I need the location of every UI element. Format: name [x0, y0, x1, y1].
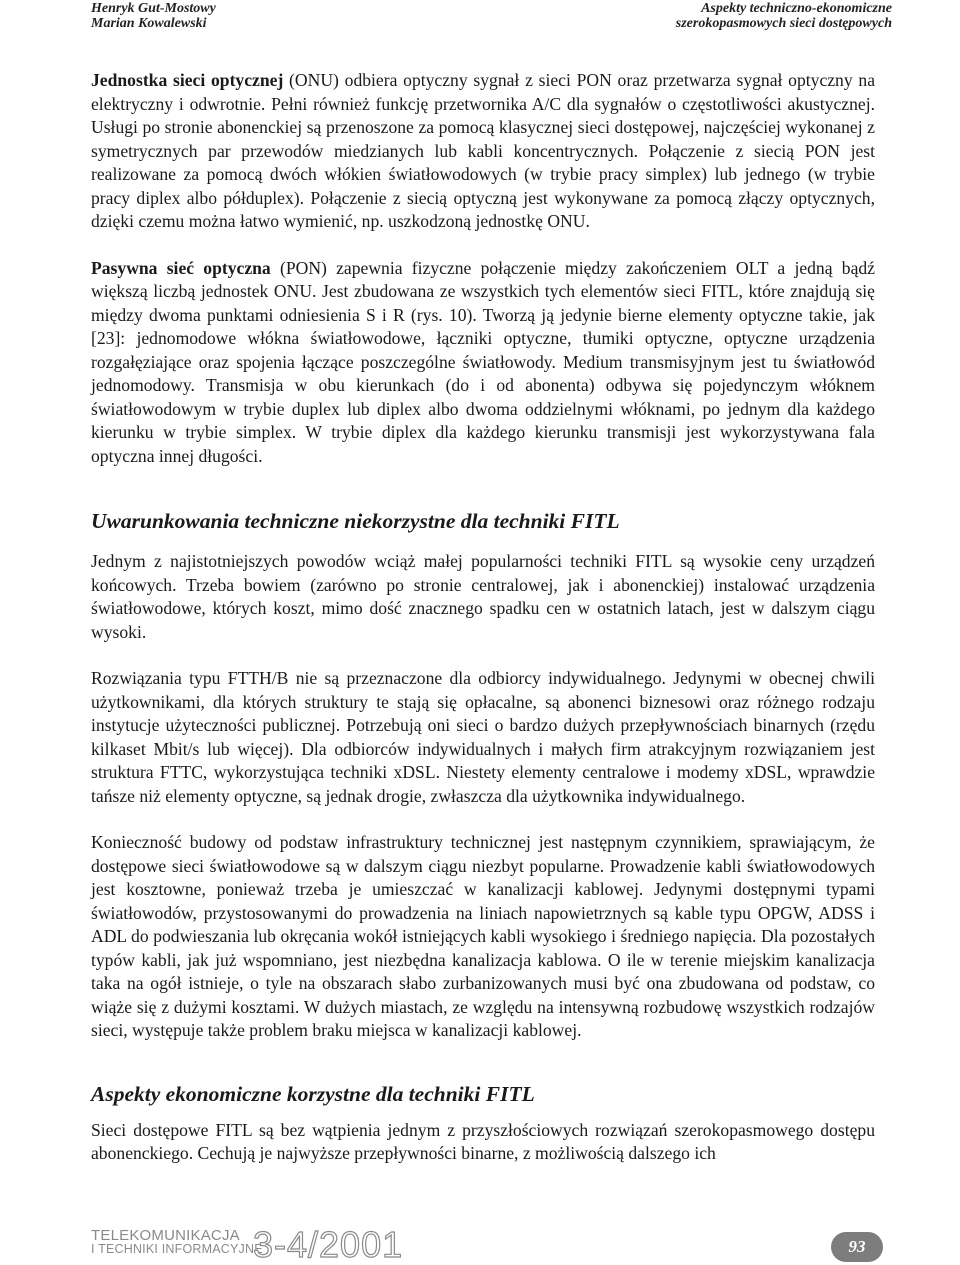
- header-title-line: Aspekty techniczno-ekonomiczne: [701, 1, 892, 16]
- journal-name-line2: I TECHNIKI INFORMACYJNE: [91, 1242, 263, 1256]
- term-pon: Pasywna sieć optyczna: [91, 257, 271, 278]
- paragraph-text: (ONU) odbiera optyczny sygnał z sieci PON oraz przetwarza sygnał optyczny na elektryczny i odwrotnie. Pełni również funkcję przetwornika A/C dla sygnałów o częstotliwości akustycznej. Usługi po stronie abonenckiej są przenoszone za pomocą klasycznej sieci dostępowej, najczęściej wykonanej z symetrycznych par przewodów miedzianych lub kabli koncentrycznych. Połączenie z siecią PON jest realizowane za pomocą dwóch włókien światłowodowych (w trybie pracy simplex) lub jednego (w trybie pracy diplex albo półduplex). Połączenie z siecią optyczną jest wykonywane za pomocą złączy optycznych, dzięki czemu można łatwo wymienić, np. uszkodzoną jednostkę ONU.: [91, 70, 876, 231]
- running-header-authors: [91, 1, 216, 31]
- journal-name-line1: TELEKOMUNIKACJA: [91, 1227, 240, 1244]
- paragraph-pon: [91, 257, 875, 469]
- paragraph-fitl-access: Sieci dostępowe FITL są bez wątpienia jednym z przyszłościowych rozwiązań szerokopasmowego dostępu abonenckiego. Cechują je najwyższe przepływności binarne, z możliwością dalszego ich: [91, 1119, 875, 1163]
- page-number: 93: [848, 1237, 866, 1256]
- paragraph-ftth: Rozwiązania typu FTTH/B nie są przeznaczone dla odbiorcy indywidualnego. Jedynymi w obecnej chwili użytkownikami, dla których struktury te stają się opłacalne, są abonenci biznesowi oraz różnego rodzaju instytucje użyteczności publicznej. Potrzebują oni sieci o bardzo dużych przepływnościach binarnych (rzędu kilkaset Mbit/s lub więcej). Dla odbiorców indywidualnych i małych firm atrakcyjnym rozwiązaniem jest struktura FTTC, wykorzystująca techniki xDSL. Niestety elementy centralowe i modemy xDSL, wprawdzie tańsze niż elementy optyczne, są jednak drogie, zwłaszcza dla użytkownika indywidualnego.: [91, 668, 875, 806]
- section-heading-technical: Uwarunkowania techniczne niekorzystne dla techniki FITL: [91, 509, 620, 533]
- paragraph-text: (PON) zapewnia fizyczne połączenie między zakończeniem OLT a jedną bądź większą liczbą jednostek ONU. Jest zbudowana ze wszystkich tych elementów sieci FITL, które znajdują się między dwoma punktami odniesienia S i R (rys. 10). Tworzą ją jedynie bierne elementy optyczne takie, jak [23]: jednomodowe włókna światłowodowe, łączniki optyczne, tłumiki optyczne, optyczne urządzenia rozgałęziające oraz spojenia łączące poszczególne światłowody. Medium transmisyjnym jest tu światłowód jednomodowy. Transmisja w obu kierunkach (do i od abonenta) odbywa się pojedynczym włóknem światłowodowym w trybie duplex lub diplex albo dwoma oddzielnymi włóknami, po jednym dla każdego kierunku w trybie simplex. W trybie diplex dla każdego kierunku transmisji jest wykorzystywana fala optyczna innej długości.: [91, 257, 875, 466]
- running-header-title: [676, 1, 892, 31]
- section-heading-economic: Aspekty ekonomiczne korzystne dla techniki FITL: [91, 1081, 535, 1106]
- journal-logo: [91, 1228, 263, 1256]
- paragraph-onu: [91, 69, 875, 234]
- author-name: Marian Kowalewski: [91, 16, 207, 31]
- header-title-line: szerokopasmowych sieci dostępowych: [675, 16, 892, 31]
- paragraph-infrastructure: Konieczność budowy od podstaw infrastruktury technicznej jest następnym czynnikiem, sprawiającym, że dostępowe sieci światłowodowe są w dalszym ciągu niezbyt popularne. Prowadzenie kabli światłowodowych jest kosztowne, ponieważ trzeba je umieszczać w kanalizacji kablowej. Jedynymi dostępnymi typami światłowodów, przystosowanymi do prowadzenia na liniach napowietrznych są kable typu OPGW, ADSS i ADL do podwieszania lub okręcania wokół istniejących kabli wysokiego i średniego napięcia. Dla pozostałych typów kabli, jak już wspomniano, jest niezbędna kanalizacja kablowa. O ile w terenie miejskim kanalizacja taka na ogół istnieje, o tyle na obszarach słabo zurbanizowanych musi być ona zbudowana od podstaw, co wiąże się z dużymi kosztami. W dużych miastach, ze względu na intensywną rozbudowę wszystkich rodzajów sieci, występuje także problem braku miejsca w kanalizacji kablowej.: [91, 832, 875, 1040]
- author-name: Henryk Gut-Mostowy: [91, 1, 216, 16]
- page-number-badge: [831, 1232, 883, 1262]
- issue-number: 3-4/2001: [253, 1224, 404, 1265]
- article-body: [91, 69, 875, 1166]
- term-onu: Jednostka sieci optycznej: [91, 70, 284, 90]
- paragraph-costs: Jednym z najistotniejszych powodów wciąż małej popularności techniki FITL są wysokie ceny urządzeń końcowych. Trzeba bowiem (zarówno po stronie centralowej, jak i abonenckiej) instalować urządzenia światłowodowe, których koszt, mimo dość znacznego spadku cen w ostatnich latach, jest w dalszym ciągu wysoki.: [91, 551, 875, 642]
